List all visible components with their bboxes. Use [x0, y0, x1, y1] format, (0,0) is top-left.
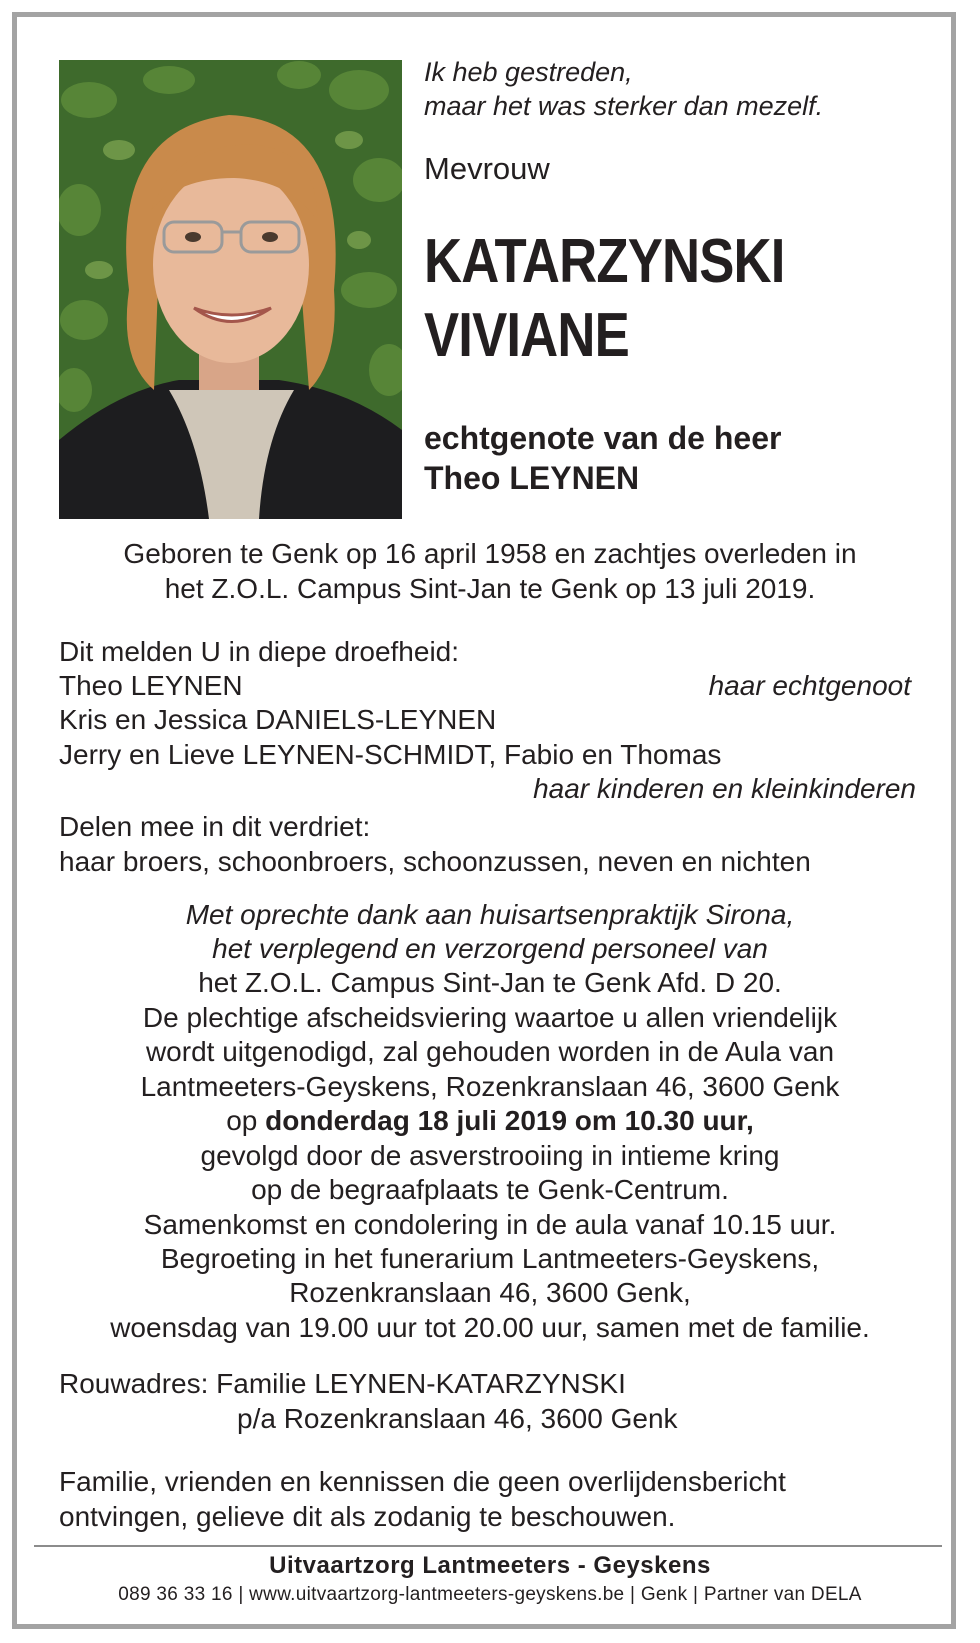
funeral-home-name: Uitvaartzorg Lantmeeters - Geyskens: [269, 1552, 711, 1579]
family-spouse-name: Theo LEYNEN: [59, 670, 243, 701]
memorial-quote: [424, 55, 823, 123]
ceremony-date-line: [226, 1105, 754, 1137]
footer-divider: [34, 1545, 942, 1547]
mourning-address-line-2: p/a Rozenkranslaan 46, 3600 Genk: [237, 1403, 678, 1434]
ceremony-line-12: Rozenkranslaan 46, 3600 Genk,: [289, 1277, 691, 1308]
share-intro: Delen mee in dit verdriet:: [59, 811, 371, 842]
quote-line-2: maar het was sterker dan mezelf.: [424, 91, 824, 121]
ceremony-line-13: woensdag van 19.00 uur tot 20.00 uur, samen met de familie.: [110, 1312, 870, 1343]
deceased-surname: KATARZYNSKI: [424, 227, 785, 296]
ceremony-line-10: Samenkomst en condolering in de aula vanaf 10.15 uur.: [143, 1209, 837, 1240]
spouse-name: Theo LEYNEN: [424, 460, 640, 496]
ceremony-date: donderdag 18 juli 2019 om 10.30 uur,: [265, 1105, 754, 1136]
spouse-relation: echtgenote van de heer: [424, 420, 782, 456]
ceremony-line-5: wordt uitgenodigd, zal gehouden worden in de Aula van: [145, 1036, 835, 1067]
funeral-home-contact: 089 36 33 16 | www.uitvaartzorg-lantmeeters-geyskens.be | Genk | Partner van DELA: [118, 1584, 862, 1605]
ceremony-line-6: Lantmeeters-Geyskens, Rozenkranslaan 46, 3600 Genk: [140, 1071, 840, 1102]
relatives-line: haar broers, schoonbroers, schoonzussen, neven en nichten: [59, 846, 811, 877]
birth-line-1: Geboren te Genk op 16 april 1958 en zachtjes overleden in: [123, 538, 857, 569]
birth-line-2: het Z.O.L. Campus Sint-Jan te Genk op 13 juli 2019.: [164, 573, 816, 604]
family-intro: Dit melden U in diepe droefheid:: [59, 636, 460, 667]
family-child-1: Kris en Jessica DANIELS-LEYNEN: [59, 704, 497, 735]
ceremony-line-11: Begroeting in het funerarium Lantmeeters-Geyskens,: [160, 1243, 820, 1274]
closing-line-1: Familie, vrienden en kennissen die geen overlijdensbericht: [59, 1466, 786, 1497]
ceremony-date-prefix: op: [226, 1105, 266, 1136]
quote-line-1: Ik heb gestreden,: [424, 57, 633, 87]
portrait-illustration: [59, 60, 402, 519]
family-child-2: Jerry en Lieve LEYNEN-SCHMIDT, Fabio en Thomas: [59, 739, 722, 770]
deceased-firstname: VIVIANE: [424, 301, 629, 370]
family-children-role: haar kinderen en kleinkinderen: [533, 773, 916, 804]
closing-line-2: ontvingen, gelieve dit als zodanig te beschouwen.: [59, 1501, 676, 1532]
mourning-address-line-1: Rouwadres: Familie LEYNEN-KATARZYNSKI: [59, 1368, 626, 1399]
ceremony-line-3: het Z.O.L. Campus Sint-Jan te Genk Afd. D 20.: [198, 967, 782, 998]
portrait-photo: [59, 60, 402, 519]
ceremony-line-4: De plechtige afscheidsviering waartoe u allen vriendelijk: [142, 1002, 838, 1033]
salutation: Mevrouw: [424, 151, 550, 186]
ceremony-line-8: gevolgd door de asverstrooiing in intieme kring: [200, 1140, 780, 1171]
thanks-line-1: Met oprechte dank aan huisartsenpraktijk Sirona,: [185, 899, 795, 930]
ceremony-line-9: op de begraafplaats te Genk-Centrum.: [251, 1174, 729, 1205]
family-spouse-role: haar echtgenoot: [708, 670, 911, 701]
thanks-line-2: het verplegend en verzorgend personeel van: [212, 933, 768, 964]
